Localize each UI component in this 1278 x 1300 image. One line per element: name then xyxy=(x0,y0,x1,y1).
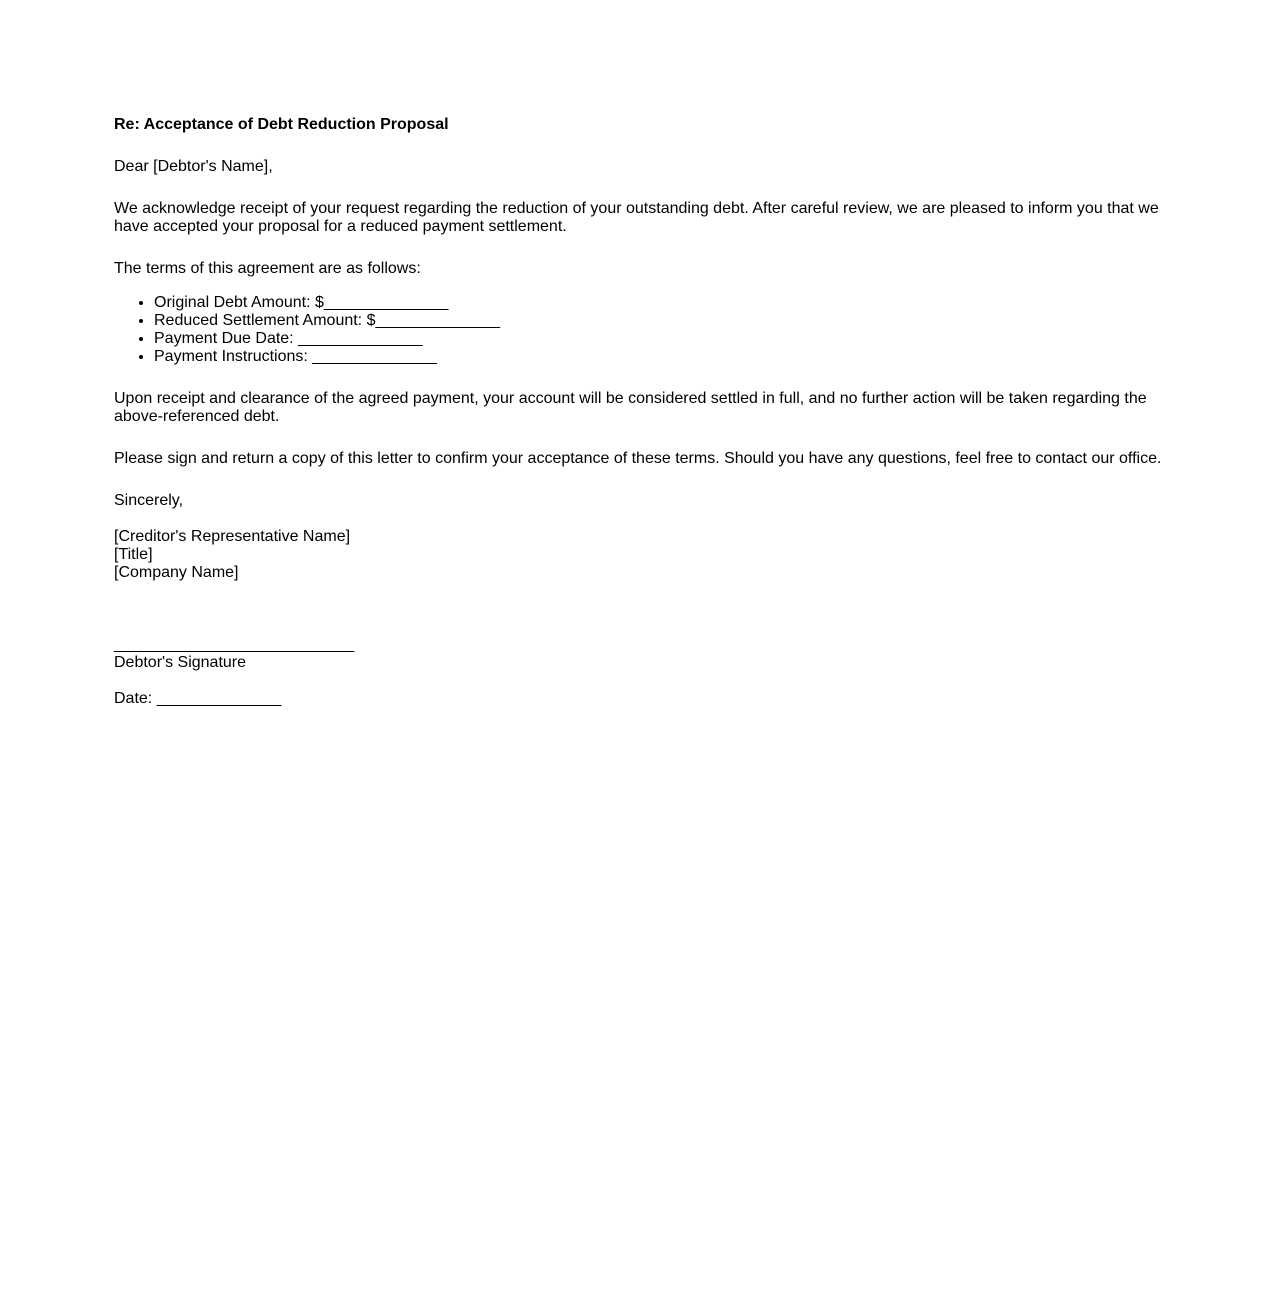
signatory-name: [Creditor's Representative Name] xyxy=(114,528,351,545)
salutation: Dear [Debtor's Name], xyxy=(114,158,273,175)
closing: Sincerely, xyxy=(114,492,184,509)
date-blank-field: ______________ xyxy=(156,690,282,707)
date-label: Date: xyxy=(114,690,157,707)
term-blank-field: ______________ xyxy=(375,312,501,329)
term-blank-field: ______________ xyxy=(298,330,423,347)
term-label: Reduced Settlement Amount: $ xyxy=(154,312,376,329)
letter-subject: Re: Acceptance of Debt Reduction Proposal xyxy=(114,116,449,133)
signatory-title: [Title] xyxy=(114,546,153,563)
debtor-signature-line: ___________________________ xyxy=(114,636,355,653)
term-payment-instructions xyxy=(154,348,1164,366)
paragraph-acknowledgement: We acknowledge receipt of your request regarding the reduction of your outstanding debt. After careful review, we are pleased to inform you that we have accepted your proposal for a reduced payment settlement. xyxy=(114,200,1159,235)
term-payment-due-date xyxy=(154,330,1164,348)
paragraph-settlement: Upon receipt and clearance of the agreed payment, your account will be considered settled in full, and no further action will be taken regarding the above-referenced debt. xyxy=(114,390,1147,425)
signatory-block xyxy=(114,528,1164,582)
term-original-debt xyxy=(154,294,1164,312)
term-blank-field: ______________ xyxy=(312,348,437,365)
debtor-signature-label: Debtor's Signature xyxy=(114,654,247,671)
term-label: Original Debt Amount: $ xyxy=(154,294,324,311)
term-blank-field: ______________ xyxy=(323,294,449,311)
terms-intro: The terms of this agreement are as follows: xyxy=(114,260,421,277)
paragraph-sign-return: Please sign and return a copy of this letter to confirm your acceptance of these terms. Should you have any questions, feel free to contact our office. xyxy=(114,450,1162,467)
term-label: Payment Due Date: xyxy=(154,330,299,347)
term-reduced-settlement xyxy=(154,312,1164,330)
terms-list xyxy=(114,294,1164,366)
date-field xyxy=(114,690,1164,708)
term-label: Payment Instructions: xyxy=(154,348,313,365)
signatory-company: [Company Name] xyxy=(114,564,239,581)
